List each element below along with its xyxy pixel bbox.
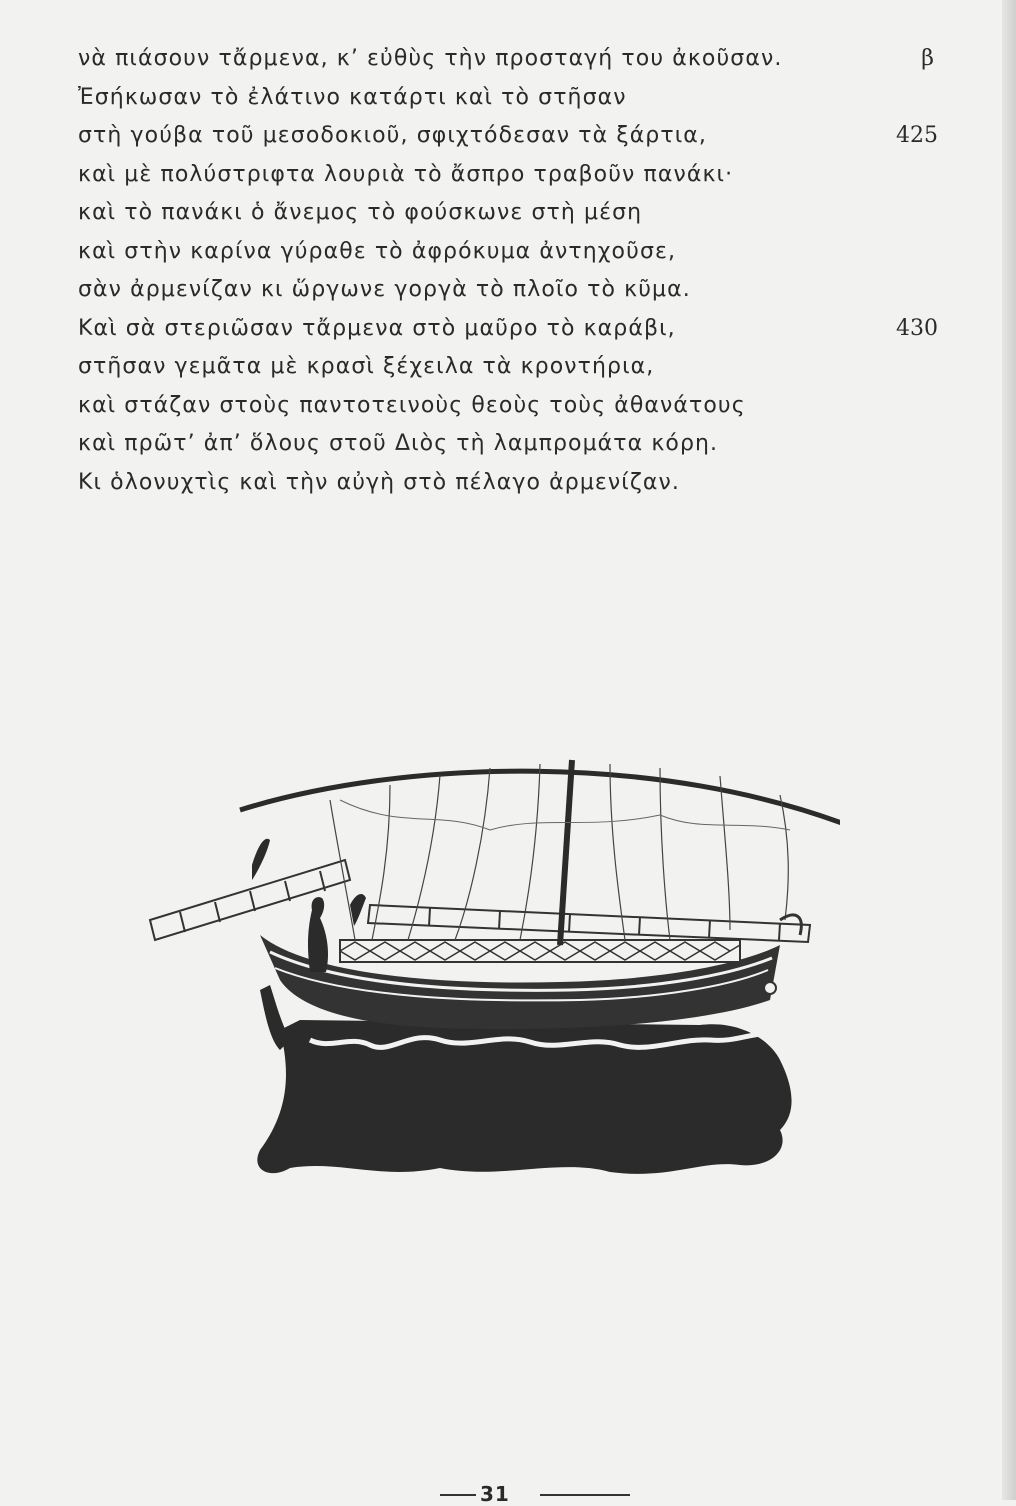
- verse-line: [78, 40, 978, 79]
- poem-verses: [78, 40, 978, 502]
- line-number: 430: [896, 315, 938, 341]
- ancient-ship-illustration: [140, 740, 840, 1180]
- page-number-rule-right: [540, 1494, 630, 1496]
- verse-line: [78, 156, 978, 195]
- verse-text: καὶ στάζαν στοὺς παντοτεινοὺς θεοὺς τοὺς ἀθανάτους: [78, 392, 746, 418]
- verse-text: Ἐσήκωσαν τὸ ἐλάτινο κατάρτι καὶ τὸ στῆσαν: [78, 84, 627, 110]
- page-edge: [1002, 0, 1016, 1500]
- verse-text: Καὶ σὰ στεριῶσαν τἄρμενα στὸ μαῦρο τὸ καράβι,: [78, 315, 676, 341]
- verse-text: νὰ πιάσουν τἄρμενα, κ’ εὐθὺς τὴν προσταγή του ἀκοῦσαν.: [78, 46, 783, 71]
- verse-line: [78, 271, 978, 310]
- verse-text: καὶ πρῶτ’ ἀπ’ ὅλους στοῦ Διὸς τὴ λαμπρομάτα κόρη.: [78, 431, 719, 456]
- verse-line: [78, 79, 978, 118]
- verse-text: καὶ μὲ πολύστριφτα λουριὰ τὸ ἄσπρο τραβοῦν πανάκι·: [78, 161, 734, 187]
- verse-text: καὶ τὸ πανάκι ὁ ἄνεμος τὸ φούσκωνε στὴ μέση: [78, 200, 643, 225]
- verse-line: [78, 194, 978, 233]
- verse-text: στὴ γούβα τοῦ μεσοδοκιοῦ, σφιχτόδεσαν τὰ ξάρτια,: [78, 123, 707, 148]
- verse-text: Κι ὁλονυχτὶς καὶ τὴν αὐγὴ στὸ πέλαγο ἀρμενίζαν.: [78, 469, 681, 495]
- book-marker: β: [921, 46, 934, 71]
- verse-line: [78, 310, 978, 349]
- verse-line: [78, 464, 978, 503]
- verse-text: στῆσαν γεμᾶτα μὲ κρασὶ ξέχειλα τὰ κροντήρια,: [78, 354, 655, 379]
- verse-line: [78, 117, 978, 156]
- verse-text: καὶ στὴν καρίνα γύραθε τὸ ἀφρόκυμα ἀντηχοῦσε,: [78, 238, 677, 264]
- verse-line: [78, 348, 978, 387]
- verse-line: [78, 233, 978, 272]
- verse-line: [78, 425, 978, 464]
- verse-text: σὰν ἀρμενίζαν κι ὥργωνε γοργὰ τὸ πλοῖο τὸ κῦμα.: [78, 277, 691, 302]
- verse-line: [78, 387, 978, 426]
- page-number: 31: [480, 1482, 510, 1506]
- line-number: 425: [896, 123, 938, 148]
- page-number-rule-left: [440, 1494, 476, 1496]
